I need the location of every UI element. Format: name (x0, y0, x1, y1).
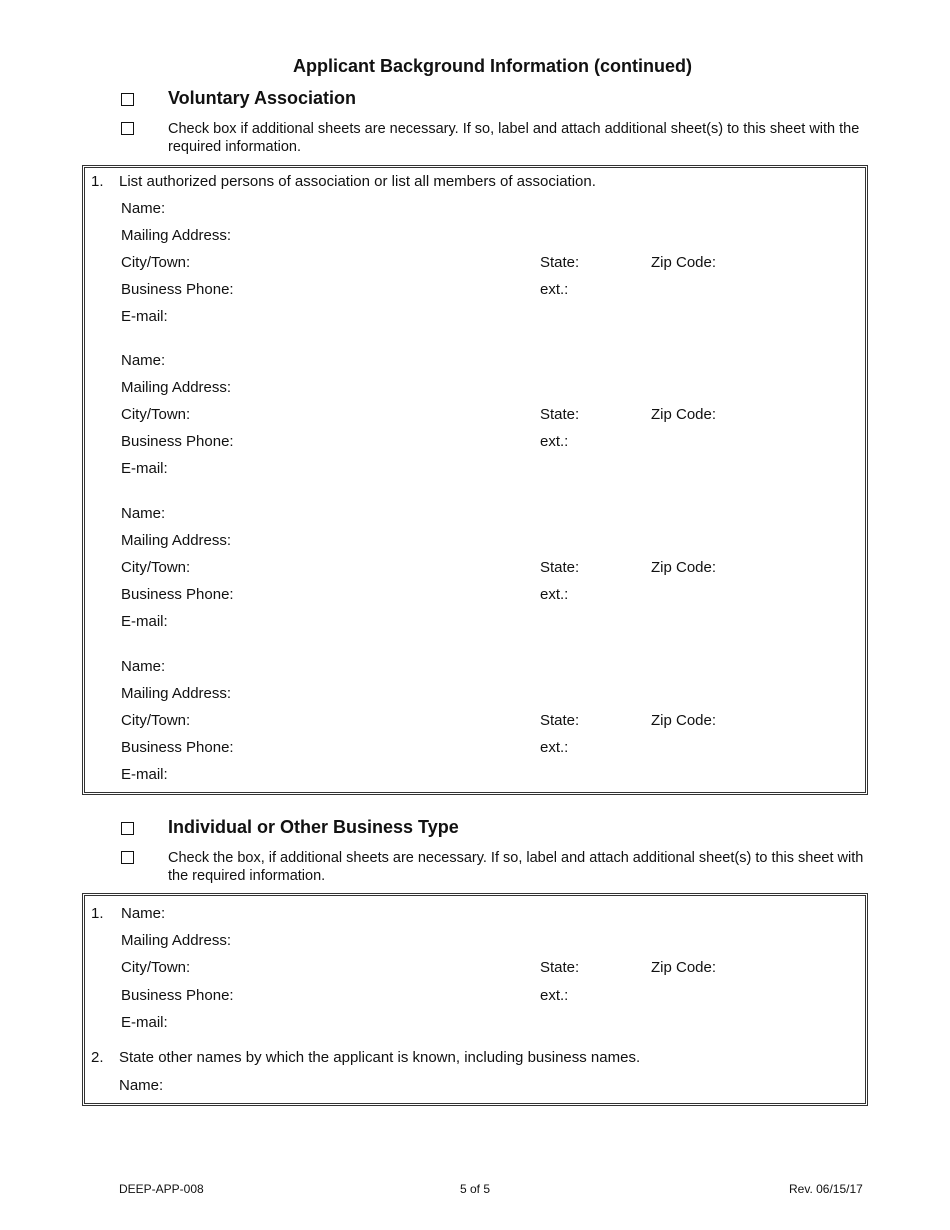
va-person3-email-label: E-mail: (121, 613, 168, 630)
ib-item1-number: 1. (91, 905, 104, 922)
va-person4-name-label: Name: (121, 658, 166, 675)
ib-phone-label: Business Phone: (121, 987, 234, 1004)
ib-mailing-address-label: Mailing Address: (121, 932, 232, 949)
va-person4-phone-label: Business Phone: (121, 739, 234, 756)
va-additional-sheets-checkbox[interactable] (121, 122, 134, 135)
va-person4-ext-label: ext.: (540, 739, 569, 756)
va-person2-phone-label: Business Phone: (121, 433, 234, 450)
individual-business-title: Individual or Other Business Type (168, 817, 459, 837)
ib-ext-label: ext.: (540, 987, 569, 1004)
va-person2-email-label: E-mail: (121, 460, 168, 477)
voluntary-association-checkbox[interactable] (121, 93, 134, 106)
ib-zip-label: Zip Code: (651, 959, 717, 976)
va-person1-name-label: Name: (121, 200, 166, 217)
va-item-number: 1. (91, 173, 104, 190)
ib-name-label: Name: (121, 905, 166, 922)
va-person3-phone-label: Business Phone: (121, 586, 234, 603)
ib-additional-sheets-checkbox[interactable] (121, 851, 134, 864)
va-person1-phone-label: Business Phone: (121, 281, 234, 298)
va-person1-ext-label: ext.: (540, 281, 569, 298)
va-person3-name-label: Name: (121, 505, 166, 522)
va-person4-mailing-address-label: Mailing Address: (121, 685, 232, 702)
ib-other-name-label: Name: (119, 1077, 164, 1094)
va-person2-zip-label: Zip Code: (651, 406, 717, 423)
va-person2-ext-label: ext.: (540, 433, 569, 450)
ib-other-names-instruction: State other names by which the applicant is known, including business names. (119, 1049, 641, 1066)
footer-page-number: 5 of 5 (460, 1182, 491, 1196)
va-person4-city-label: City/Town: (121, 712, 191, 729)
page-title: Applicant Background Information (continued) (293, 56, 692, 76)
va-person3-ext-label: ext.: (540, 586, 569, 603)
va-person2-city-label: City/Town: (121, 406, 191, 423)
ib-state-label: State: (540, 959, 580, 976)
va-person4-state-label: State: (540, 712, 580, 729)
ib-email-label: E-mail: (121, 1014, 168, 1031)
individual-business-checkbox[interactable] (121, 822, 134, 835)
va-additional-sheets-note: Check box if additional sheets are necessary. If so, label and attach additional sheet(s) to this sheet with the required information. (168, 121, 860, 155)
va-person1-state-label: State: (540, 254, 580, 271)
va-person3-state-label: State: (540, 559, 580, 576)
va-person1-email-label: E-mail: (121, 308, 168, 325)
va-person3-zip-label: Zip Code: (651, 559, 717, 576)
ib-item2-number: 2. (91, 1049, 104, 1066)
va-person2-state-label: State: (540, 406, 580, 423)
va-person2-mailing-address-label: Mailing Address: (121, 379, 232, 396)
va-person1-mailing-address-label: Mailing Address: (121, 227, 232, 244)
va-person1-zip-label: Zip Code: (651, 254, 717, 271)
va-person3-city-label: City/Town: (121, 559, 191, 576)
va-person2-name-label: Name: (121, 352, 166, 369)
ib-additional-sheets-note: Check the box, if additional sheets are necessary. If so, label and attach additional sheet(s) to this sheet with the required information. (168, 850, 864, 884)
footer-form-id: DEEP-APP-008 (119, 1182, 204, 1196)
va-person4-email-label: E-mail: (121, 766, 168, 783)
va-item-instruction: List authorized persons of association or list all members of association. (119, 173, 596, 190)
va-person4-zip-label: Zip Code: (651, 712, 717, 729)
voluntary-association-title: Voluntary Association (168, 88, 357, 108)
ib-city-label: City/Town: (121, 959, 191, 976)
va-person3-mailing-address-label: Mailing Address: (121, 532, 232, 549)
footer-revision: Rev. 06/15/17 (789, 1182, 863, 1196)
va-person1-city-label: City/Town: (121, 254, 191, 271)
